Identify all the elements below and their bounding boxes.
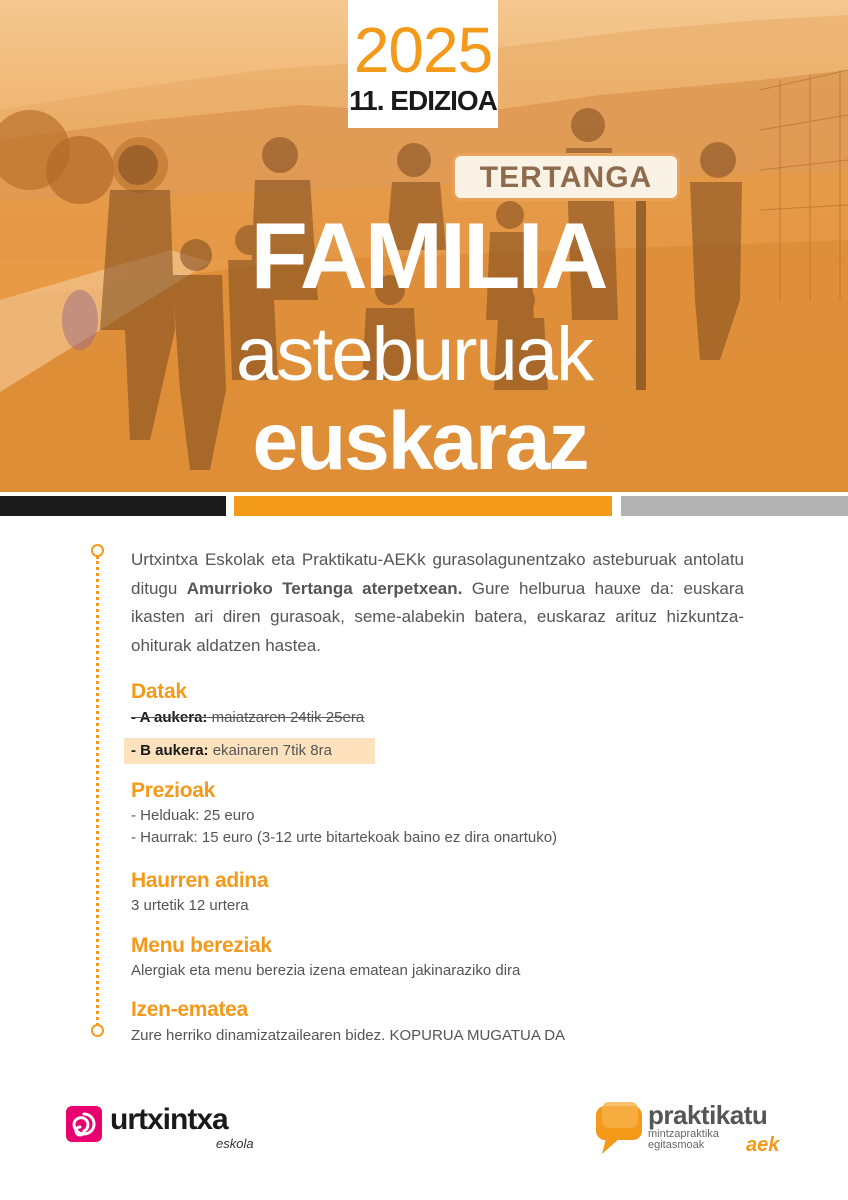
- option-a: [131, 708, 364, 728]
- section-prezioak-title: Prezioak: [131, 779, 215, 802]
- intro-paragraph: [131, 546, 744, 660]
- section-menu-title: Menu bereziak: [131, 934, 272, 957]
- option-b-value: ekainaren 7tik 8ra: [208, 742, 332, 759]
- tertanga-sign: [452, 153, 680, 201]
- timeline-dot-bottom: [91, 1024, 104, 1037]
- intro-text-1: Urtxintxa Eskolak eta Praktikatu-AEKk gurasolagunentzako asteburuak antolatu ditugu: [131, 550, 744, 598]
- title-asteburuak: asteburuak: [235, 312, 593, 397]
- section-datak-title: Datak: [131, 680, 187, 703]
- urtxintxa-sub: eskola: [216, 1136, 254, 1151]
- registration-text: Zure herriko dinamizatzailearen bidez. KOPURUA MUGATUA DA: [131, 1027, 566, 1044]
- speech-bubble-icon: [592, 1100, 646, 1158]
- section-izena-title: Izen-ematea: [131, 998, 248, 1021]
- year-badge: [348, 0, 498, 128]
- timeline-dot-top: [91, 544, 104, 557]
- praktikatu-logo: [592, 1100, 792, 1160]
- price-children: - Haurrak: 15 euro (3-12 urte bitartekoak baino ez dira onartuko): [131, 829, 558, 846]
- divider-orange: [234, 496, 612, 516]
- sign-text: TERTANGA: [479, 161, 653, 194]
- hero-photo: [0, 0, 848, 492]
- option-a-label: - A aukera:: [131, 709, 208, 726]
- age-range: 3 urtetik 12 urtera: [131, 897, 249, 914]
- menu-text: Alergiak eta menu berezia izena ematean jakinaraziko dira: [131, 962, 521, 979]
- title-familia: FAMILIA: [250, 203, 606, 308]
- title-euskaraz: euskaraz: [252, 396, 588, 487]
- urtxintxa-name: urtxintxa: [110, 1103, 228, 1136]
- divider-black: [0, 496, 226, 516]
- divider-gray: [621, 496, 848, 516]
- intro-bold: Amurrioko Tertanga aterpetxean.: [186, 578, 463, 598]
- option-b: [131, 741, 332, 761]
- option-a-value: maiatzaren 24tik 25era: [207, 709, 365, 726]
- urtxintxa-logo: [66, 1103, 266, 1154]
- edition: 11. EDIZIOA: [349, 85, 497, 116]
- praktikatu-name: praktikatu: [648, 1100, 768, 1130]
- praktikatu-sub2: egitasmoak: [648, 1139, 705, 1151]
- section-adina-title: Haurren adina: [131, 869, 269, 892]
- praktikatu-sub1: mintzapraktika: [648, 1128, 719, 1140]
- year: 2025: [353, 14, 493, 86]
- price-adults: - Helduak: 25 euro: [131, 807, 255, 824]
- option-b-label: - B aukera:: [131, 742, 209, 759]
- spiral-icon: [66, 1106, 102, 1142]
- intro-text-2: Gure helburua hauxe da: euskara ikasten ari diren gurasoak, seme-alabekin batera, euskaraz arituz hizkuntza-ohiturak aldatzen hastea.: [131, 578, 745, 655]
- timeline-line: [96, 556, 99, 1032]
- praktikatu-aek: aek: [746, 1134, 780, 1156]
